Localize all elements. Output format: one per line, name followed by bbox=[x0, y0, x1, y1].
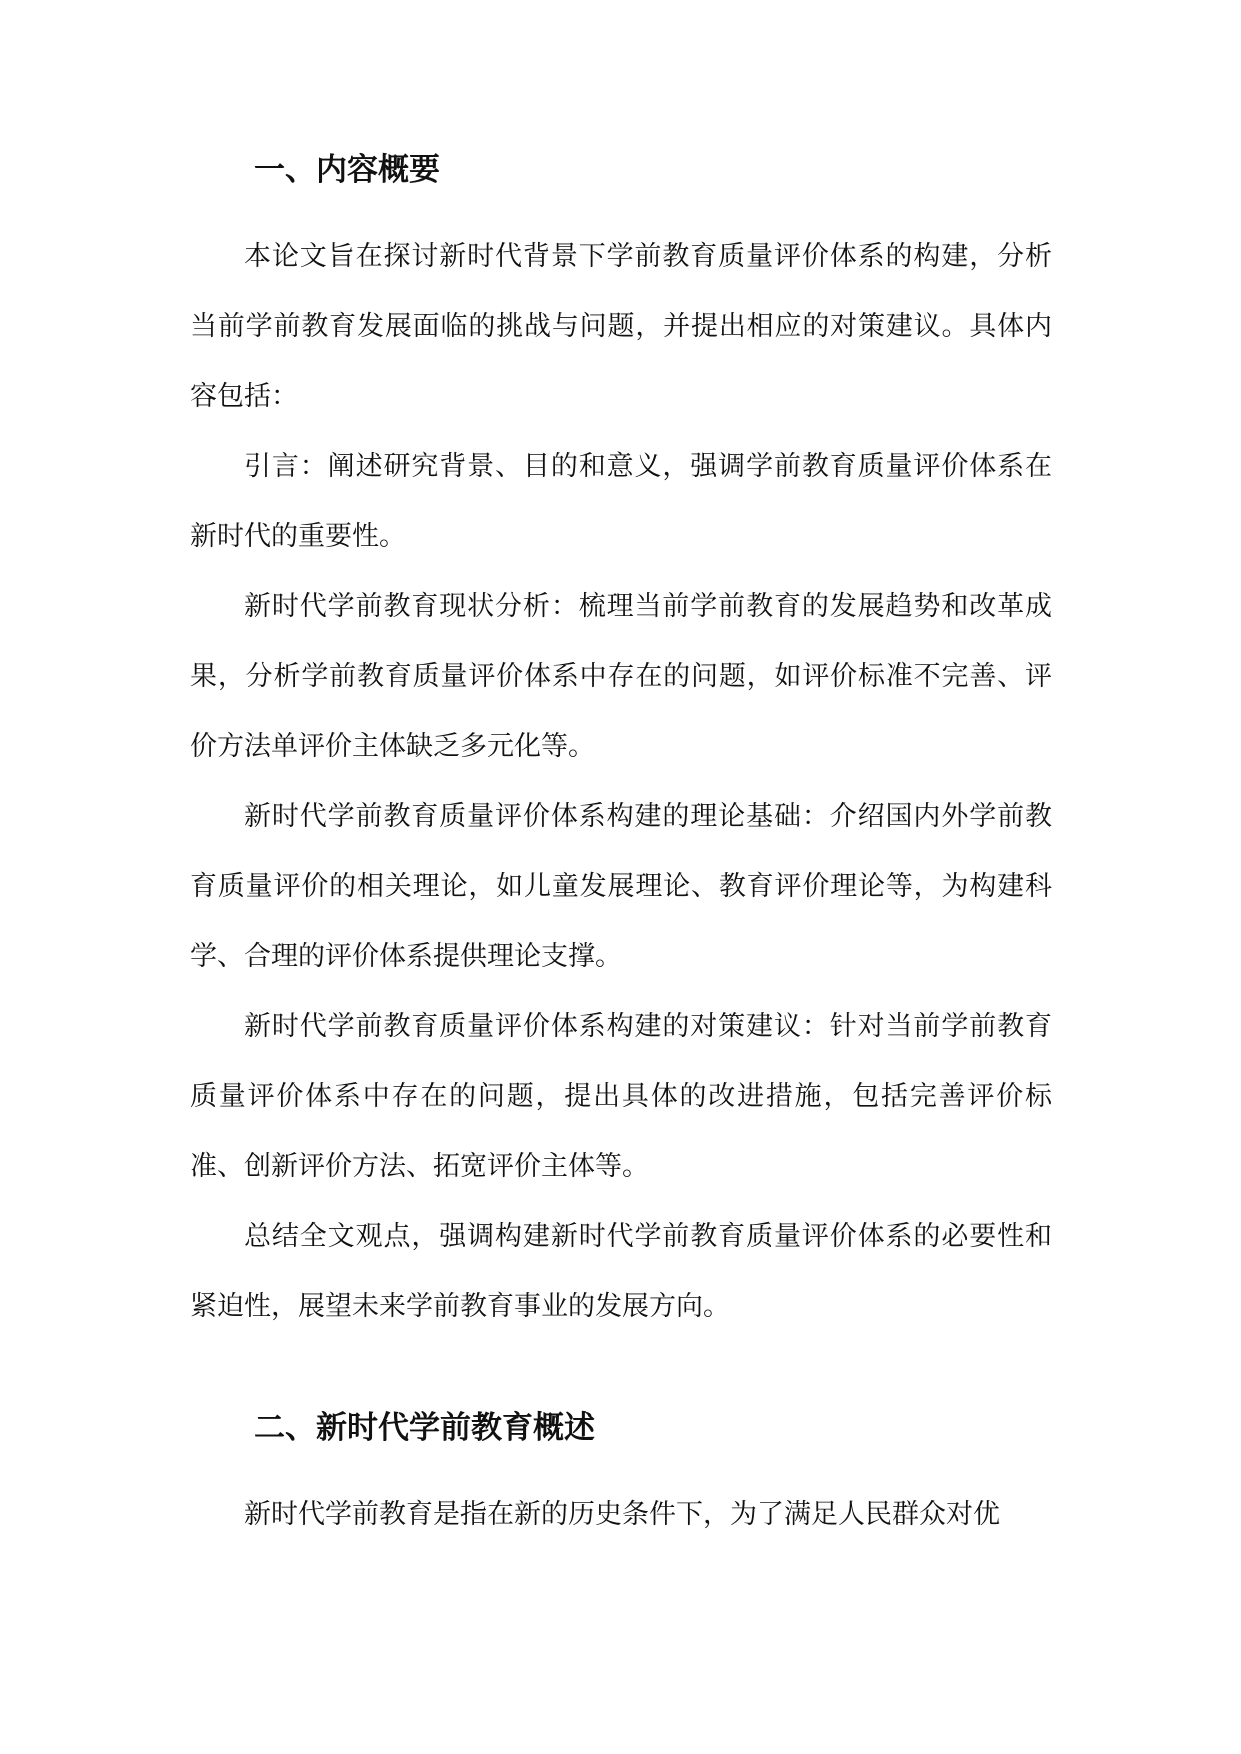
paragraph-introduction-overview: 本论文旨在探讨新时代背景下学前教育质量评价体系的构建，分析当前学前教育发展面临的挑战与问题，并提出相应的对策建议。具体内容包括： bbox=[190, 241, 1052, 412]
section-heading-preschool-overview: 二、新时代学前教育概述 bbox=[254, 1410, 595, 1446]
paragraph-preface: 引言：阐述研究背景、目的和意义，强调学前教育质量评价体系在新时代的重要性。 bbox=[190, 451, 1052, 552]
paragraph-theoretical-basis: 新时代学前教育质量评价体系构建的理论基础：介绍国内外学前教育质量评价的相关理论，如儿童发展理论、教育评价理论等，为构建科学、合理的评价体系提供理论支撑。 bbox=[190, 801, 1052, 972]
section-heading-content-summary: 一、内容概要 bbox=[254, 152, 440, 188]
paragraph-conclusion: 总结全文观点，强调构建新时代学前教育质量评价体系的必要性和紧迫性，展望未来学前教育事业的发展方向。 bbox=[190, 1221, 1052, 1322]
document-body bbox=[190, 150, 1052, 1550]
paragraph-new-era-definition: 新时代学前教育是指在新的历史条件下，为了满足人民群众对优 bbox=[244, 1499, 1000, 1530]
paragraph-status-analysis: 新时代学前教育现状分析：梳理当前学前教育的发展趋势和改革成果，分析学前教育质量评价体系中存在的问题，如评价标准不完善、评价方法单评价主体缺乏多元化等。 bbox=[190, 591, 1052, 762]
paragraph-countermeasures: 新时代学前教育质量评价体系构建的对策建议：针对当前学前教育质量评价体系中存在的问题，提出具体的改进措施，包括完善评价标准、创新评价方法、拓宽评价主体等。 bbox=[190, 1011, 1052, 1182]
